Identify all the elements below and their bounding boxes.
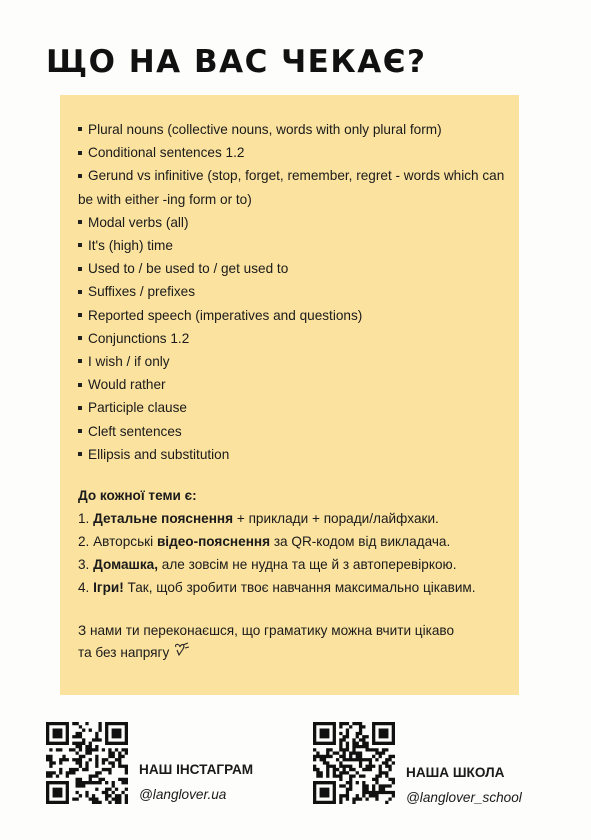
bullet-icon [78, 220, 82, 224]
closing-text: З нами ти переконаєшся, що граматику можна вчити цікаво та без напрягу [78, 620, 498, 665]
page-title: ЩО НА ВАС ЧЕКАЄ? [46, 44, 427, 80]
bullet-icon [78, 336, 82, 340]
bullet-icon [78, 151, 82, 155]
feature-item: 4. Ігри! Так, щоб зробити твоє навчання максимально цікавим. [78, 580, 476, 595]
list-item: Plural nouns (collective nouns, words with only plural form) [78, 118, 518, 141]
bullet-icon [78, 452, 82, 456]
list-item: Cleft sentences [78, 420, 518, 443]
list-item: Suffixes / prefixes [78, 280, 518, 303]
bullet-icon [78, 359, 82, 363]
list-item: Participle clause [78, 396, 518, 419]
instagram-handle[interactable]: @langlover.ua [139, 787, 227, 802]
list-item: Conditional sentences 1.2 [78, 141, 518, 164]
topics-list [78, 118, 518, 466]
feature-item: 1. Детальне пояснення + приклади + поради/лайфхаки. [78, 511, 439, 526]
list-item: Modal verbs (all) [78, 211, 518, 234]
list-item: It's (high) time [78, 234, 518, 257]
feature-item: 3. Домашка, але зовсім не нудна та ще й з автоперевіркою. [78, 557, 457, 572]
bullet-icon [78, 243, 82, 247]
bullet-icon [78, 429, 82, 433]
feature-item: 2. Авторські відео-пояснення за QR-кодом від викладача. [78, 534, 451, 549]
bullet-icon [78, 290, 82, 294]
list-item: I wish / if only [78, 350, 518, 373]
bullet-icon [78, 267, 82, 271]
list-item: Conjunctions 1.2 [78, 327, 518, 350]
school-handle[interactable]: @langlover_school [406, 790, 522, 805]
bullet-icon [78, 127, 82, 131]
bullet-icon [78, 406, 82, 410]
bullet-icon [78, 174, 82, 178]
bullet-icon [78, 313, 82, 317]
instagram-qr-code[interactable] [46, 722, 128, 804]
school-label: НАША ШКОЛА [406, 765, 505, 780]
heart-doodle-icon [173, 642, 191, 665]
list-item: Used to / be used to / get used to [78, 257, 518, 280]
each-topic-heading: До кожної теми є: [78, 488, 197, 503]
list-item: Reported speech (imperatives and questions) [78, 304, 518, 327]
instagram-label: НАШ ІНСТАГРАМ [139, 762, 254, 777]
each-topic-list [78, 507, 476, 599]
school-qr-code[interactable] [313, 722, 395, 804]
list-item: Would rather [78, 373, 518, 396]
list-item: Ellipsis and substitution [78, 443, 518, 466]
list-item: Gerund vs infinitive (stop, forget, remember, regret - words which can be with either -ing form or to) [78, 168, 505, 207]
bullet-icon [78, 383, 82, 387]
